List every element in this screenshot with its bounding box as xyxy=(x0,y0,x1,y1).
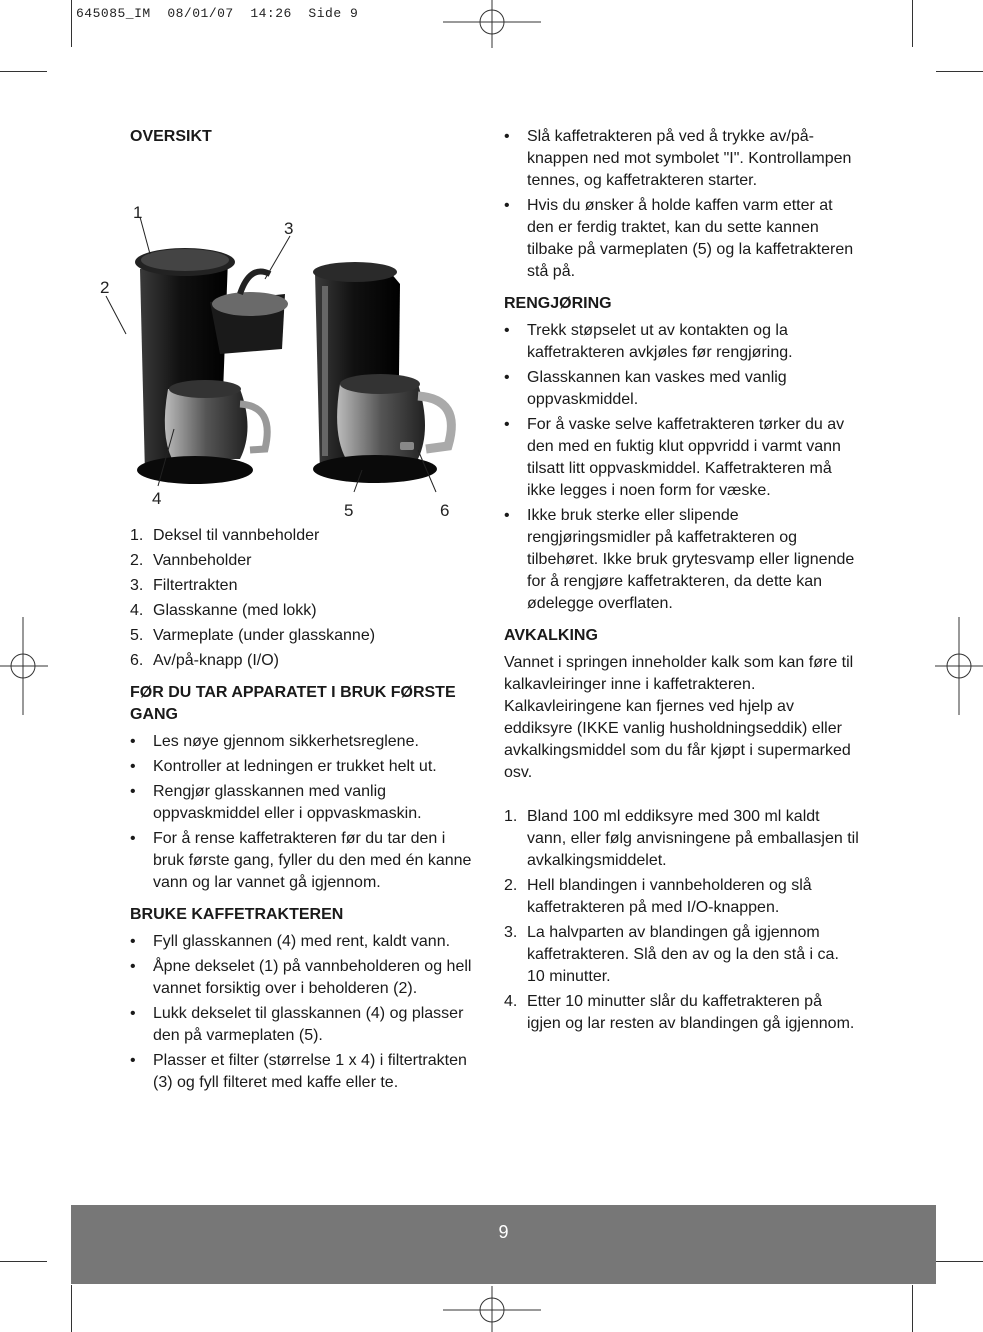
list-item: • Lukk dekselet til glasskannen (4) og plasser den på varmeplaten (5). xyxy=(130,1003,480,1047)
coffee-maker-icon xyxy=(100,174,460,514)
callout-1: 1 xyxy=(133,203,143,222)
list-item: • Fyll glasskannen (4) med rent, kaldt vann. xyxy=(130,931,480,953)
list-item: • Hvis du ønsker å holde kaffen varm etter at den er ferdig traktet, kan du sette kannen tilbake på varmeplaten (5) og la kaffetrakteren stå på. xyxy=(504,195,860,283)
descaling-steps xyxy=(504,806,860,1035)
registration-mark-icon xyxy=(443,1286,541,1332)
callout-3: 3 xyxy=(284,219,294,238)
crop-mark xyxy=(936,1261,983,1262)
crop-mark xyxy=(71,1285,72,1332)
list-item: • Rengjør glasskannen med vanlig oppvaskmiddel eller i oppvaskmaskin. xyxy=(130,781,480,825)
print-slug: 645085_IM 08/01/07 14:26 Side 9 xyxy=(76,6,359,21)
list-item: • Åpne dekselet (1) på vannbeholderen og hell vannet forsiktig over i beholderen (2). xyxy=(130,956,480,1000)
use-continued-list xyxy=(504,126,860,283)
callout-5: 5 xyxy=(344,501,354,520)
coffee-maker-illustration xyxy=(100,174,460,520)
descaling-heading: AVKALKING xyxy=(504,627,598,644)
registration-mark-icon xyxy=(935,617,983,715)
right-column xyxy=(504,126,860,1038)
list-item: 4. Etter 10 minutter slår du kaffetrakteren på igjen og lar resten av blandingen gå igjennom. xyxy=(504,993,855,1032)
list-item: • Ikke bruk sterke eller slipende rengjøringsmidler på kaffetrakteren og tilbehøret. Ikke bruk grytesvamp eller lignende for å rengjøre kaffetrakteren, da dette kan ødelegge overflaten. xyxy=(504,505,860,615)
list-item: • Plasser et filter (størrelse 1 x 4) i filtertrakten (3) og fyll filteret med kaffe eller te. xyxy=(130,1050,480,1094)
crop-mark xyxy=(71,0,72,47)
callout-4: 4 xyxy=(152,489,162,508)
callout-6: 6 xyxy=(440,501,450,520)
list-item: 1. Deksel til vannbeholder xyxy=(130,527,320,544)
first-use-heading: FØR DU TAR APPARATET I BRUK FØRSTE GANG xyxy=(130,684,456,723)
list-item: • For å rense kaffetrakteren før du tar den i bruk første gang, fyller du den med én kanne vann og lar vannet gå igjennom. xyxy=(130,828,480,894)
registration-mark-icon xyxy=(0,617,48,715)
callout-2: 2 xyxy=(100,278,110,297)
list-item: • Glasskannen kan vaskes med vanlig oppvaskmiddel. xyxy=(504,367,860,411)
list-item: 2. Vannbeholder xyxy=(130,552,252,569)
list-item: 5. Varmeplate (under glasskanne) xyxy=(130,627,376,644)
list-item: • Kontroller at ledningen er trukket helt ut. xyxy=(130,756,480,778)
list-item: 3. La halvparten av blandingen gå igjennom kaffetrakteren. Slå den av og la den stå i ca. 10 minutter. xyxy=(504,924,839,985)
cleaning-list xyxy=(504,320,860,615)
use-list xyxy=(130,931,480,1094)
crop-mark xyxy=(912,0,913,47)
list-item: • Trekk støpselet ut av kontakten og la kaffetrakteren avkjøles før rengjøring. xyxy=(504,320,860,364)
crop-mark xyxy=(912,1285,913,1332)
parts-list xyxy=(130,525,480,672)
first-use-list xyxy=(130,731,480,894)
descaling-intro: Vannet i springen inneholder kalk som kan føre til kalkavleiringer inne i kaffetrakteren. Kalkavleiringene kan fjernes ved hjelp av eddiksyre (IKKE vanlig husholdningseddik) eller avkalkingsmiddel som du får kjøpt i supermarked osv. xyxy=(504,654,854,781)
page-number: 9 xyxy=(498,1222,509,1242)
list-item: • Les nøye gjennom sikkerhetsreglene. xyxy=(130,731,480,753)
registration-mark-icon xyxy=(443,0,541,48)
overview-heading: OVERSIKT xyxy=(130,128,212,145)
list-item: 6. Av/på-knapp (I/O) xyxy=(130,652,279,669)
crop-mark xyxy=(0,71,47,72)
list-item: 4. Glasskanne (med lokk) xyxy=(130,602,317,619)
list-item: 1. Bland 100 ml eddiksyre med 300 ml kaldt vann, eller følg anvisningene på emballasjen til avkalkingsmiddelet. xyxy=(504,808,859,869)
crop-mark xyxy=(0,1261,47,1262)
list-item: • For å vaske selve kaffetrakteren tørker du av den med en fuktig klut oppvridd i varmt vann tilsatt litt oppvaskmiddel. Kaffetrakteren må ikke legges i noen form for væske. xyxy=(504,414,860,502)
list-item: 3. Filtertrakten xyxy=(130,577,238,594)
cleaning-heading: RENGJØRING xyxy=(504,295,612,312)
list-item: 2. Hell blandingen i vannbeholderen og slå kaffetrakteren på med I/O-knappen. xyxy=(504,877,812,916)
list-item: • Slå kaffetrakteren på ved å trykke av/på-knappen ned mot symbolet "I". Kontrollampen tennes, og kaffetrakteren starter. xyxy=(504,126,860,192)
use-heading: BRUKE KAFFETRAKTEREN xyxy=(130,906,344,923)
crop-mark xyxy=(936,71,983,72)
page-footer xyxy=(71,1205,936,1284)
left-column xyxy=(100,126,480,1097)
